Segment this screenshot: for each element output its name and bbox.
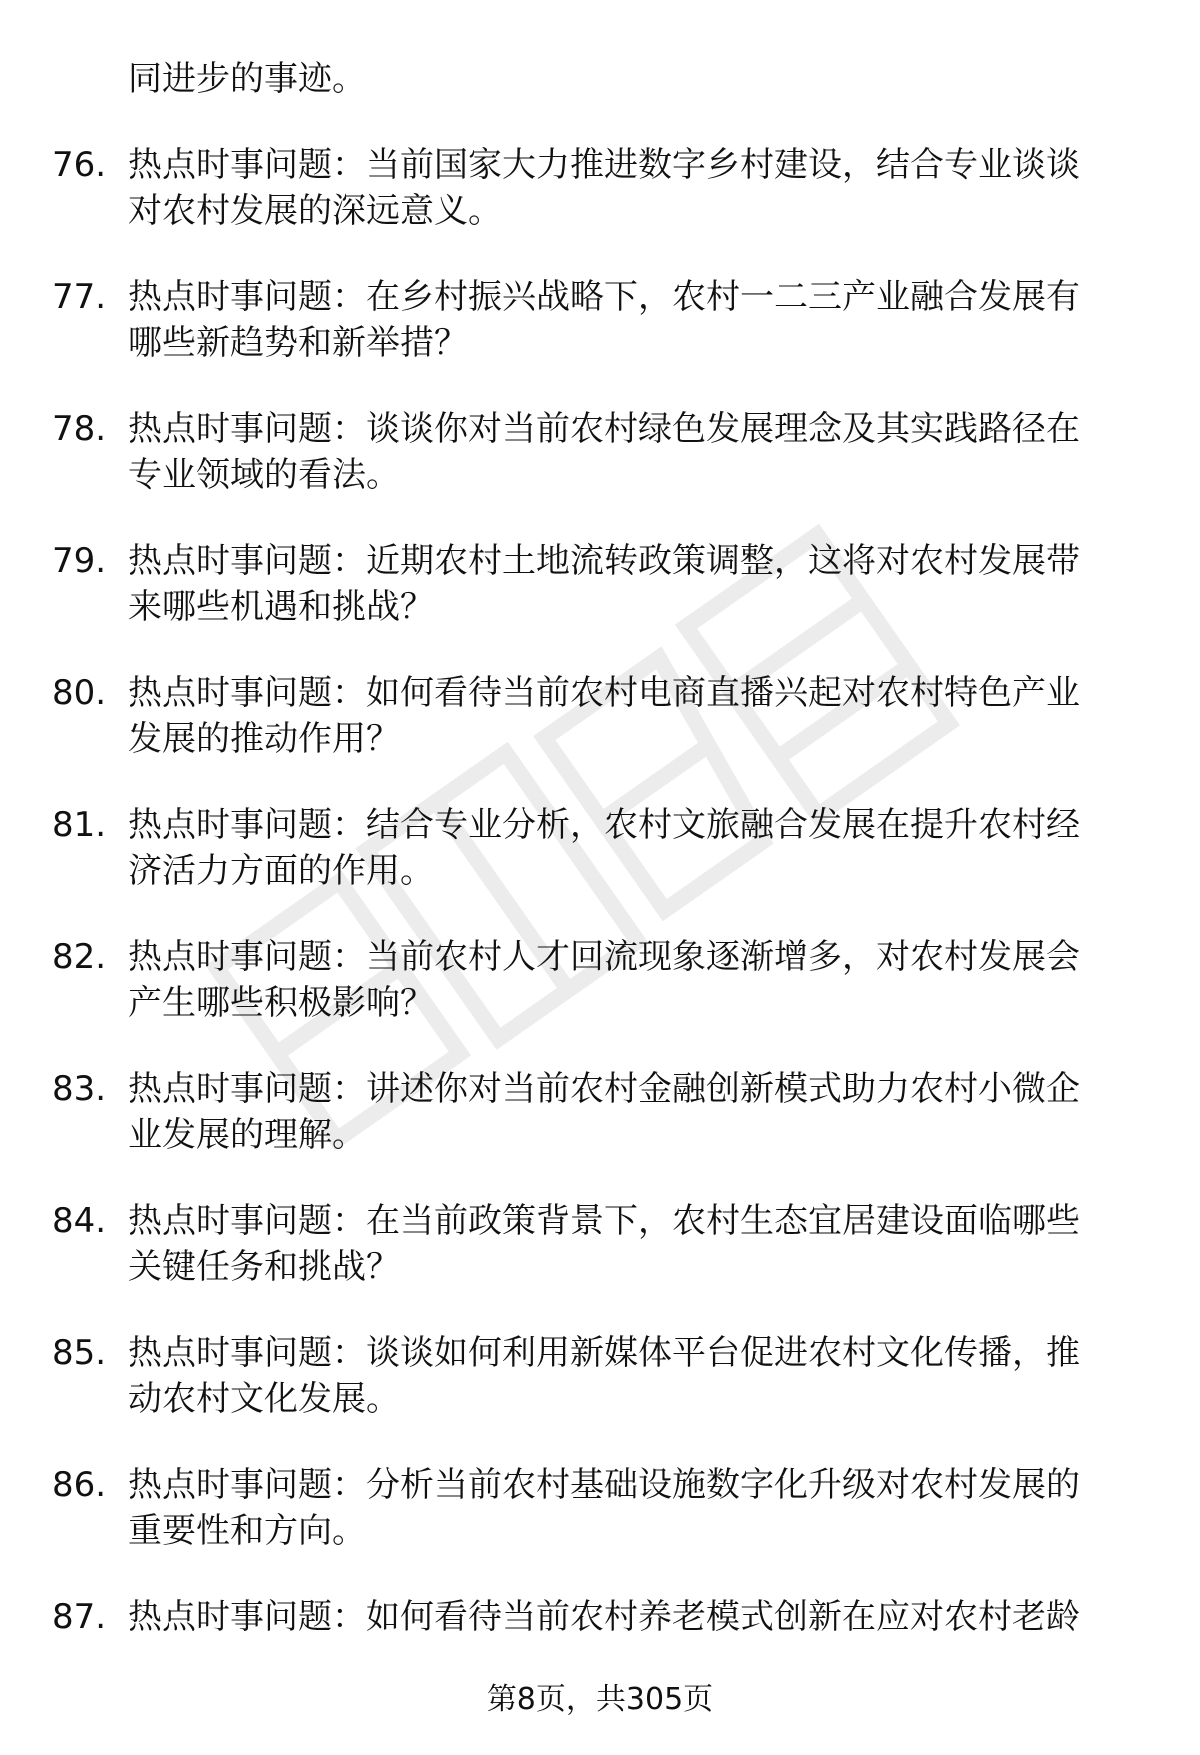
item-number: 80. xyxy=(52,673,107,713)
item-number: 79. xyxy=(52,541,107,581)
list-item xyxy=(0,1330,1200,1422)
item-text: 热点时事问题：近期农村土地流转政策调整，这将对农村发展带 来哪些机遇和挑战？ xyxy=(128,541,1080,627)
item-text: 热点时事问题：在当前政策背景下，农村生态宜居建设面临哪些 关键任务和挑战？ xyxy=(128,1201,1080,1287)
list-item xyxy=(0,1198,1200,1290)
item-text: 热点时事问题：谈谈你对当前农村绿色发展理念及其实践路径在 专业领域的看法。 xyxy=(128,409,1080,495)
item-text: 热点时事问题：当前农村人才回流现象逐渐增多，对农村发展会 产生哪些积极影响？ xyxy=(128,937,1080,1023)
item-text: 热点时事问题：讲述你对当前农村金融创新模式助力农村小微企 业发展的理解。 xyxy=(128,1069,1080,1155)
list-item xyxy=(0,274,1200,366)
item-number: 77. xyxy=(52,277,107,317)
list-item xyxy=(0,670,1200,762)
list-item xyxy=(0,802,1200,894)
item-text: 热点时事问题：如何看待当前农村电商直播兴起对农村特色产业 发展的推动作用？ xyxy=(128,673,1080,759)
item-number: 83. xyxy=(52,1069,107,1109)
continuation-line: 同进步的事迹。 xyxy=(128,59,366,99)
page-footer: 第8页，共305页 xyxy=(486,1682,714,1717)
item-number: 81. xyxy=(52,805,107,845)
item-number: 84. xyxy=(52,1201,107,1241)
item-text: 热点时事问题：分析当前农村基础设施数字化升级对农村发展的 重要性和方向。 xyxy=(128,1465,1080,1551)
list-item xyxy=(0,1462,1200,1554)
item-text: 热点时事问题：当前国家大力推进数字乡村建设，结合专业谈谈 对农村发展的深远意义。 xyxy=(128,145,1080,231)
list-item xyxy=(0,1594,1200,1640)
item-text: 热点时事问题：如何看待当前农村养老模式创新在应对农村老龄 xyxy=(128,1597,1080,1637)
question-list xyxy=(0,56,1200,1640)
item-number: 82. xyxy=(52,937,107,977)
item-text: 热点时事问题：在乡村振兴战略下，农村一二三产业融合发展有 哪些新趋势和新举措？ xyxy=(128,277,1080,363)
item-number: 87. xyxy=(52,1597,107,1637)
item-number: 86. xyxy=(52,1465,107,1505)
item-text: 热点时事问题：结合专业分析，农村文旅融合发展在提升农村经 济活力方面的作用。 xyxy=(128,805,1080,891)
item-number: 78. xyxy=(52,409,107,449)
item-text: 热点时事问题：谈谈如何利用新媒体平台促进农村文化传播，推 动农村文化发展。 xyxy=(128,1333,1080,1419)
item-number: 85. xyxy=(52,1333,107,1373)
list-item xyxy=(0,142,1200,234)
list-item xyxy=(0,934,1200,1026)
list-item xyxy=(0,406,1200,498)
item-number: 76. xyxy=(52,145,107,185)
list-item xyxy=(0,538,1200,630)
list-item xyxy=(0,1066,1200,1158)
